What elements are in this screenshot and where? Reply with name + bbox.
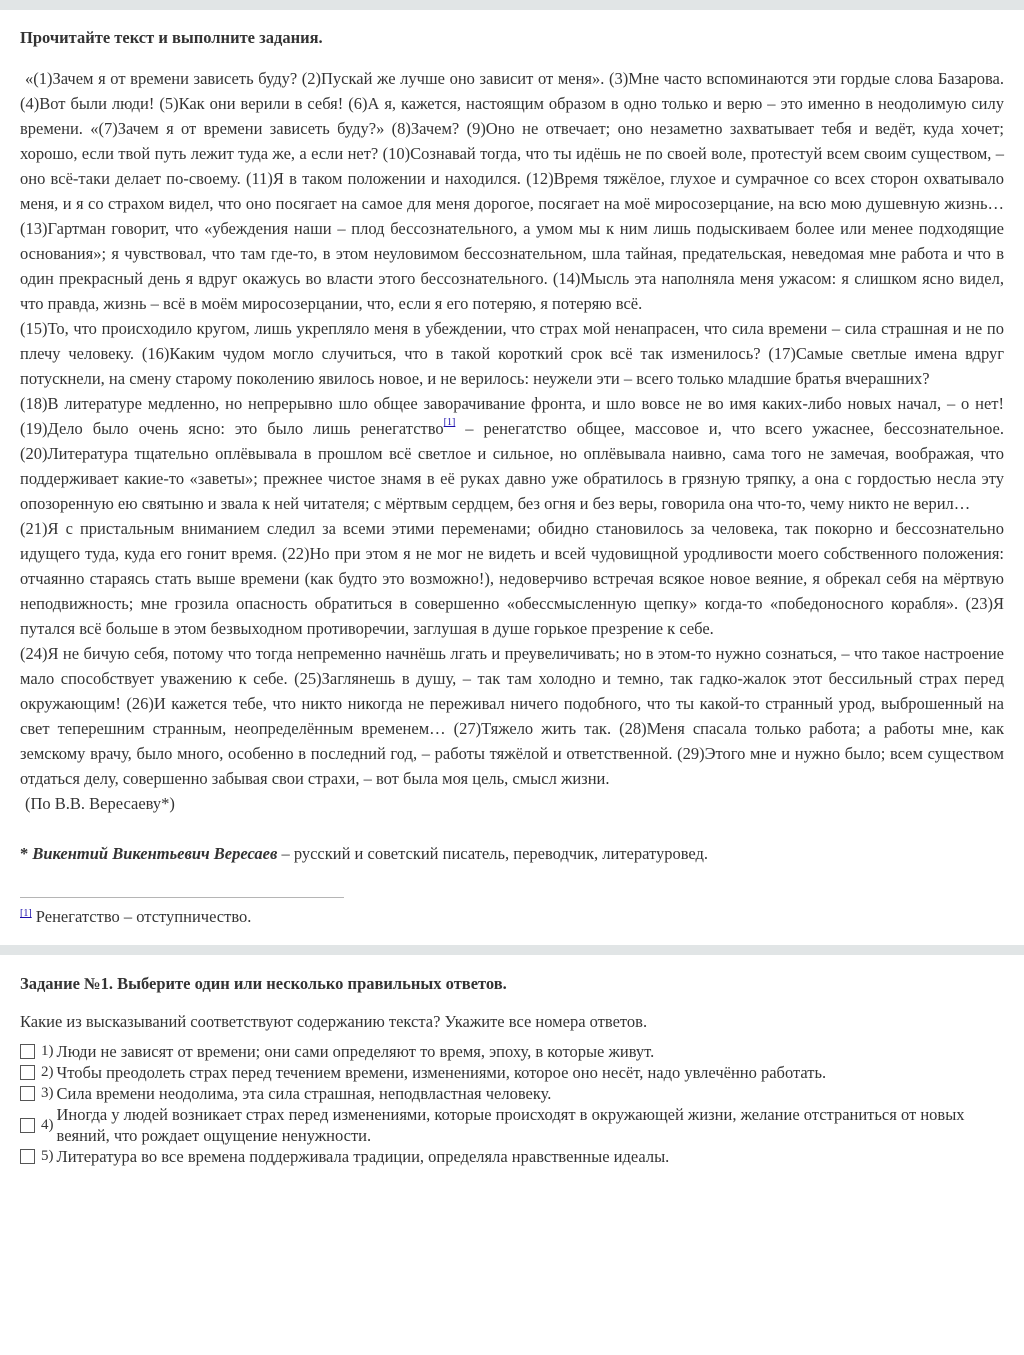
- answer-option-5[interactable]: [20, 1146, 1004, 1167]
- answer-options: [20, 1041, 1004, 1167]
- option-number: 2): [41, 1064, 54, 1080]
- option-text: Литература во все времена поддерживала традиции, определяла нравственные идеалы.: [56, 1147, 670, 1166]
- option-text: Иногда у людей возникает страх перед изменениями, которые происходят в окружающей жизни, желание отстраниться от новых веяний, что рождает ощущение ненужности.: [56, 1105, 965, 1145]
- option-number: 1): [41, 1043, 54, 1059]
- author-name: Викентий Викентьевич Вересаев: [32, 844, 278, 863]
- task-section: [0, 973, 1024, 1207]
- author-description: – русский и советский писатель, переводчик, литературовед.: [277, 844, 709, 863]
- footnote-link[interactable]: [1]: [443, 417, 456, 428]
- answer-option-4[interactable]: [20, 1104, 1004, 1146]
- text-paragraph-1: «(1)Зачем я от времени зависеть буду? (2)Пускай же лучше оно зависит от меня». (3)Мне часто вспоминаются эти гордые слова Базарова. (4)Вот были люди! (5)Как они верили в себя! (6)А я, кажется, настоящим образом в одно только и верю – это именно в неодолимую силу времени. «(7)Зачем я от времени зависеть буду?» (8)Зачем? (9)Оно не отвечает; оно незаметно захватывает тебя и ведёт, куда хочет; хорошо, если твой путь лежит туда же, а если нет? (10)Сознавай тогда, что ты идёшь не по своей воле, протестуй всем своим существом, – оно всё-таки делает по-своему. (11)Я в таком положении и находился. (12)Время тяжёлое, глухое и сумрачное со всех сторон охватывало меня, и я со страхом видел, что оно посягает на самое для меня дорогое, посягает на моё миросозерцание, на всю мою душевную жизнь… (13)Гартман говорит, что «убеждения наши – плод бессознательного, а умом мы к ним лишь подыскиваем более или менее подходящие основания»; я чувствовал, что там где-то, в этом неуловимом бессознательном, шла тайная, предательская, неведомая мне работа и что в один прекрасный день я вдруг окажусь во власти этого бессознательного. (14)Мысль эта наполняла меня ужасом: я слишком ясно видел, что правда, жизнь – всё в моём миросозерцании, что, если я его потеряю, я потеряю всё.: [20, 69, 1004, 313]
- footnote: [20, 907, 1004, 943]
- option-text: Чтобы преодолеть страх перед течением времени, изменениями, которое оно несёт, надо увлечённо работать.: [56, 1063, 827, 1082]
- option-number: 5): [41, 1148, 54, 1164]
- checkbox[interactable]: [20, 1086, 35, 1101]
- para-18-text: (18)В литературе медленно, но непрерывно шло общее заворачивание фронта, и шло вовсе не во имя каких-либо новых начал, – о нет! (19)Дело было очень ясно: это было лишь ренегатство: [20, 394, 1004, 438]
- bottom-spacer: [20, 1167, 1004, 1207]
- option-number: 3): [41, 1085, 54, 1101]
- para-19-text: – ренегатство общее, массовое и, что всего ужаснее, бессознательное.: [455, 419, 1004, 438]
- footnote-text: Ренегатство – отступничество.: [31, 907, 252, 926]
- text-source: (По В.В. Вересаеву*): [25, 794, 175, 813]
- instruction-heading: Прочитайте текст и выполните задания.: [20, 28, 323, 47]
- checkbox[interactable]: [20, 1065, 35, 1080]
- text-paragraph-4: (21)Я с пристальным вниманием следил за всеми этими переменами; обидно становилось за человека, так покорно и бессознательно идущего туда, куда его гонит время. (22)Но при этом я не мог не видеть и всей чудовищной уродливости моего собственного положения: отчаянно стараясь стать выше времени (как будто это возможно!), недоверчиво встречая всякое новое веяние, я обрекал себя на мёртвую неподвижность; мне грозила опасность обратиться в совершенно «обессмысленную щепку» когда-то «победоносного корабля». (23)Я путался всё больше в этом безвыходном противоречии, заглушая в душе горькое презрение к себе.: [20, 519, 1004, 638]
- reading-text: [20, 66, 1004, 816]
- option-text: Люди не зависят от времени; они сами определяют то время, эпоху, в которые живут.: [56, 1042, 655, 1061]
- reading-section: [0, 10, 1024, 943]
- footnote-divider: [20, 897, 344, 898]
- answer-option-3[interactable]: [20, 1083, 1004, 1104]
- asterisk: *: [20, 844, 29, 863]
- checkbox[interactable]: [20, 1118, 35, 1133]
- section-separator: [0, 945, 1024, 955]
- task-question: Какие из высказываний соответствуют содержанию текста? Укажите все номера ответов.: [20, 1012, 648, 1031]
- top-bar: [0, 0, 1024, 10]
- option-number: 4): [41, 1116, 54, 1133]
- text-paragraph-2: (15)То, что происходило кругом, лишь укрепляло меня в убеждении, что страх мой ненапрасен, что сила времени – сила страшная и не по плечу человеку. (16)Каким чудом могло случиться, что в такой короткий срок всё так изменилось? (17)Самые светлые имена вдруг потускнели, на смену старому поколению явилось новое, и не верилось: неужели эти – всего только младшие братья вчерашних?: [20, 319, 1004, 388]
- para-20-text: (20)Литература тщательно оплёвывала в прошлом всё светлое и сильное, но оплёвывала наивно, сама того не замечая, воображая, что поддерживает какие-то «заветы»; прежнее чистое знамя в её руках давно уже обратилось в грязную тряпку, а она с гордостью несла эту опозоренную ею святыню и звала к ней читателя; с мёртвым сердцем, без огня и без веры, говорила она что-то, чему никто не верил…: [20, 444, 1004, 513]
- author-note: [20, 841, 1004, 866]
- task-title: Задание №1. Выберите один или несколько правильных ответов.: [20, 974, 507, 993]
- option-text: Сила времени неодолима, эта сила страшная, неподвластная человеку.: [56, 1084, 552, 1103]
- checkbox[interactable]: [20, 1149, 35, 1164]
- footnote-backlink[interactable]: [1]: [20, 908, 32, 919]
- answer-option-1[interactable]: [20, 1041, 1004, 1062]
- checkbox[interactable]: [20, 1044, 35, 1059]
- answer-option-2[interactable]: [20, 1062, 1004, 1083]
- text-paragraph-5: (24)Я не бичую себя, потому что тогда непременно начнёшь лгать и преувеличивать; но в этом-то нужно сознаться, – что такое настроение мало способствует уважению к себе. (25)Заглянешь в душу, – так там холодно и темно, так гадко-жалок этот бессильный страх перед окружающим! (26)И кажется тебе, что никто никогда не переживал ничего подобного, что ты какой-то странный урод, выброшенный на свет теперешним странным, неопределённым временем… (27)Тяжело жить так. (28)Меня спасала только работа; а работы мне, как земскому врачу, было много, особенно в последний год, – работы тяжёлой и ответственной. (29)Этого мне и нужно было; всем существом отдаться делу, совершенно забывая свои страхи, – вот была моя цель, смысл жизни.: [20, 644, 1004, 788]
- text-paragraph-3: [20, 391, 1004, 516]
